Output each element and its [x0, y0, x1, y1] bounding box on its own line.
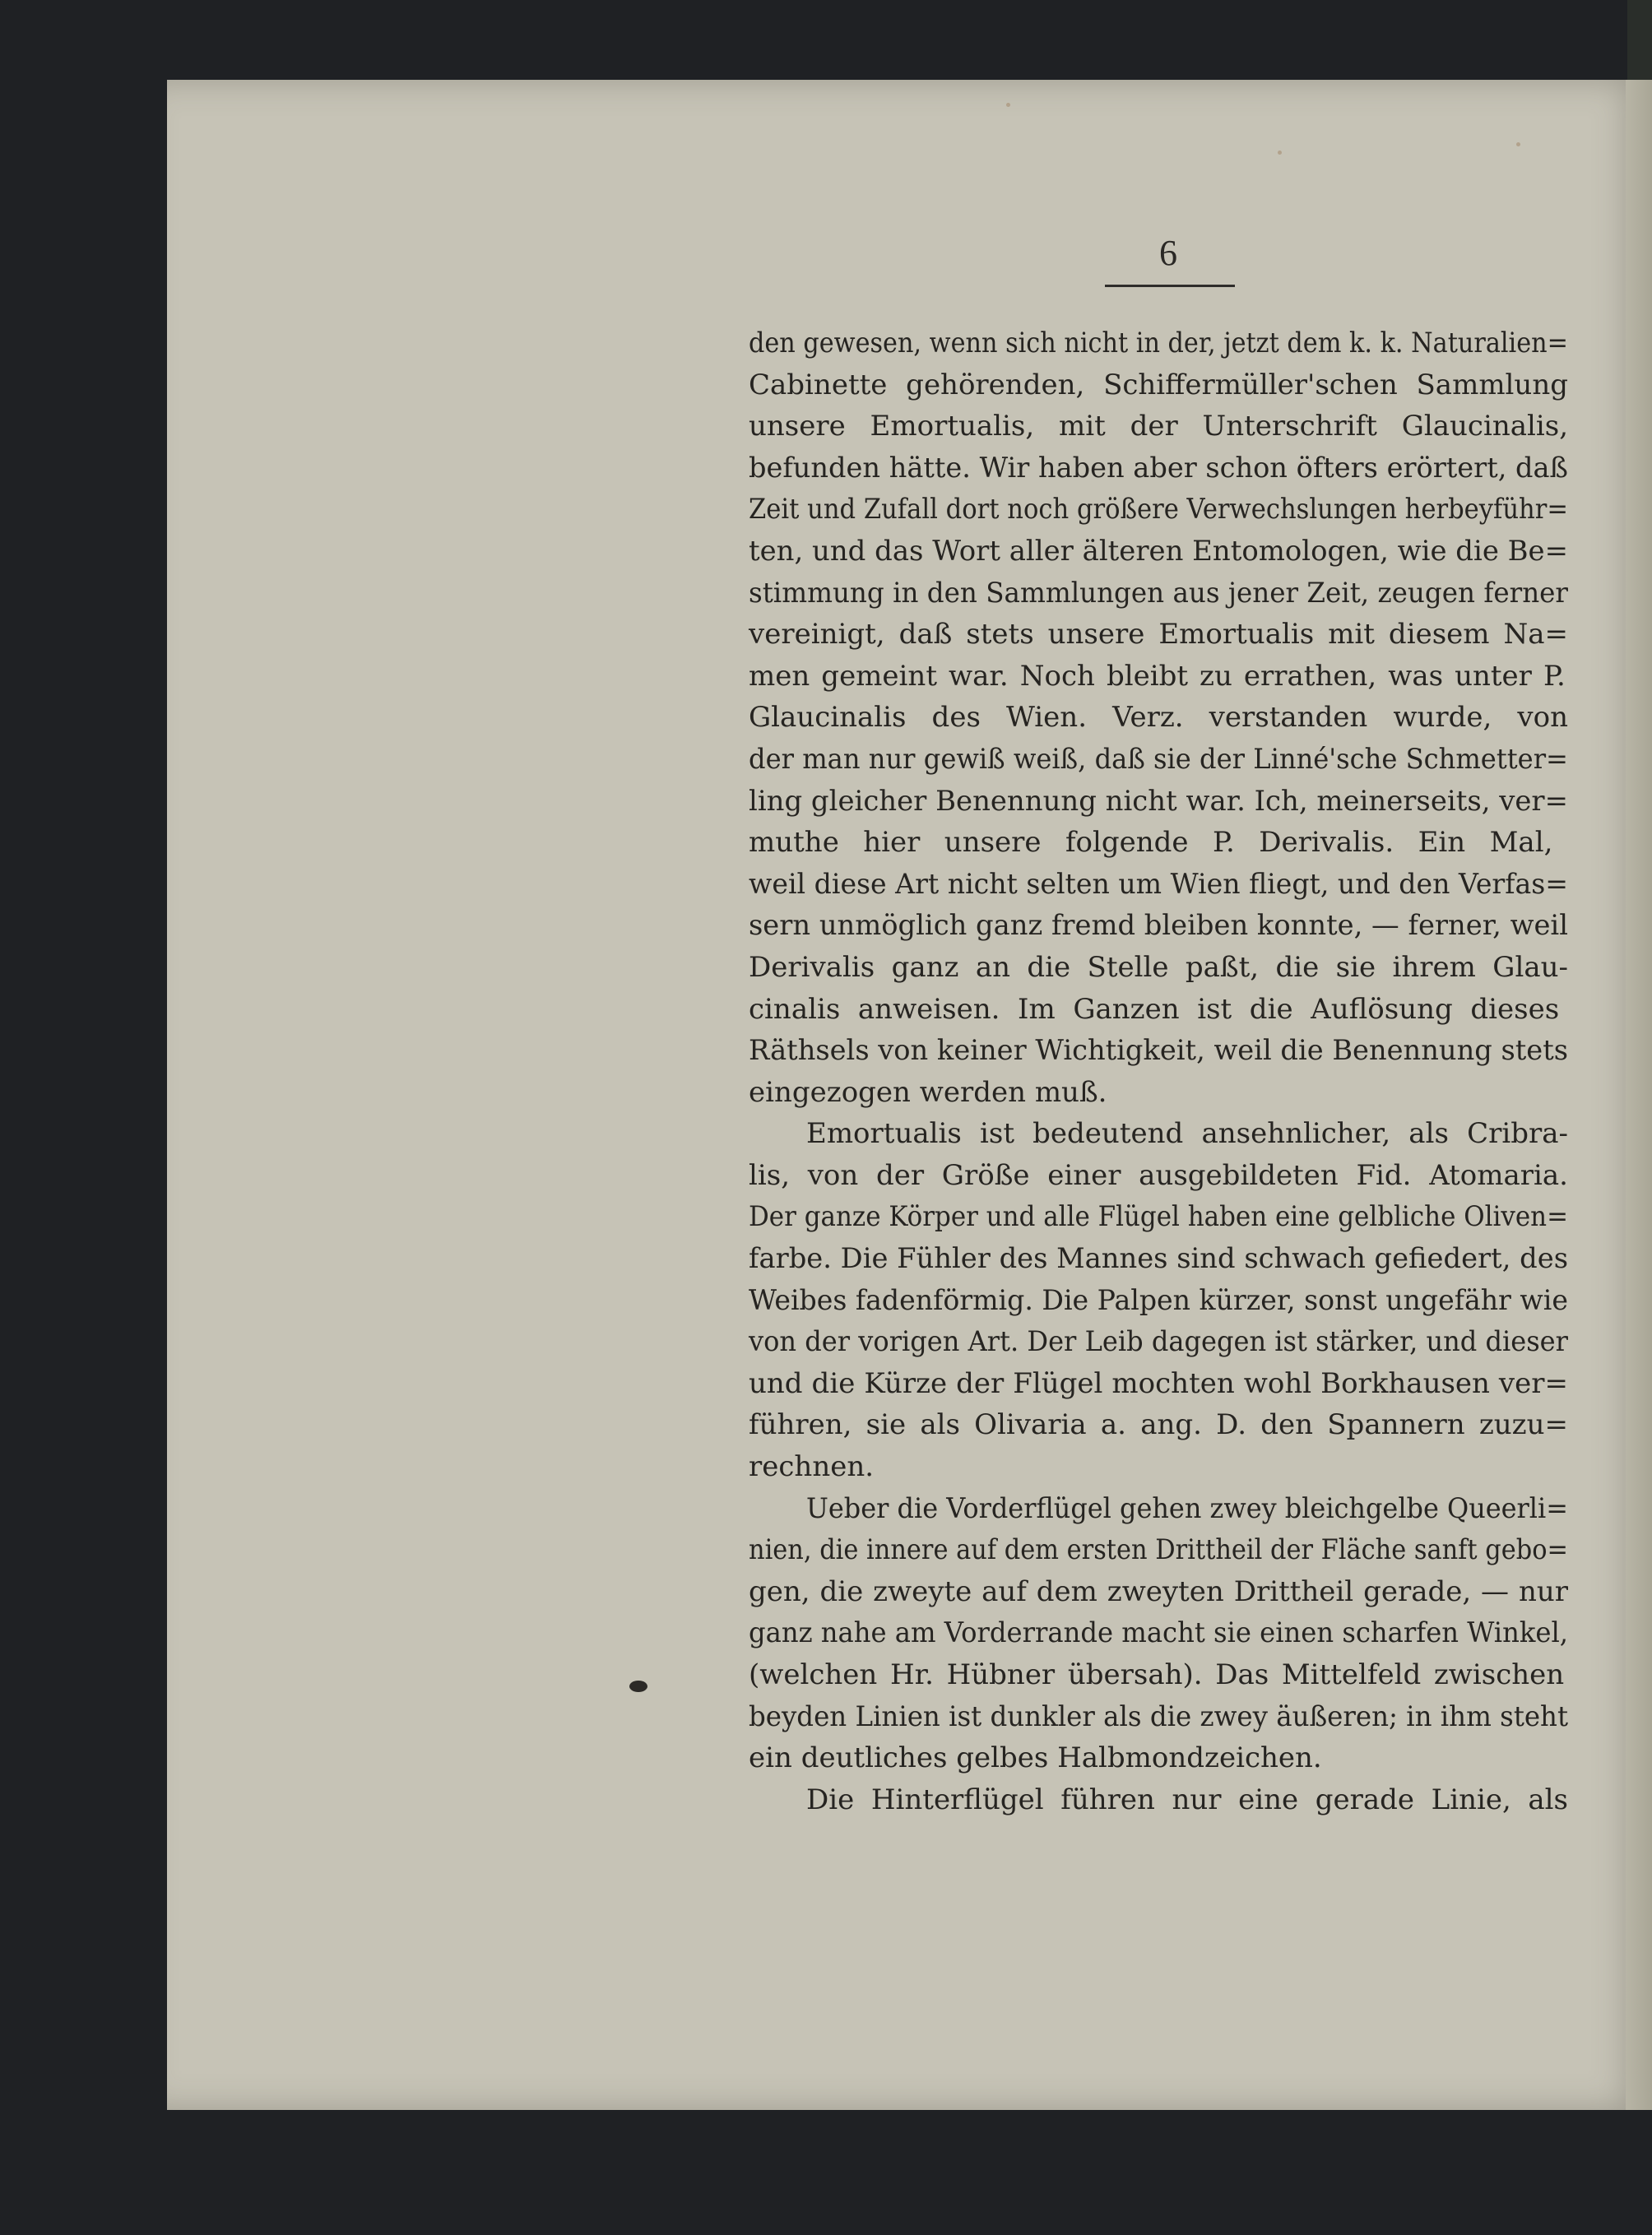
text-line — [749, 656, 1568, 698]
text-line-content: der man nur gewiß weiß, daß sie der Linné'sche Schmetter= — [749, 742, 1568, 776]
text-line — [749, 947, 1568, 989]
text-line-content: Emortualis ist bedeutend ansehnlicher, als Cribra- — [806, 1117, 1568, 1151]
text-line — [749, 1404, 1568, 1446]
text-line — [749, 1446, 1568, 1488]
text-line-content: gen, die zweyte auf dem zweyten Drittheil gerade, — nur — [749, 1574, 1568, 1608]
page-gutter-shadow — [1626, 80, 1652, 2110]
text-line-content: Derivalis ganz an die Stelle paßt, die sie ihrem Glau- — [749, 950, 1568, 984]
text-line-content: rechnen. — [749, 1450, 875, 1484]
paper-speck — [1516, 142, 1520, 146]
text-line — [749, 1238, 1568, 1280]
text-line-content: sern unmöglich ganz fremd bleiben konnte, — ferner, weil — [749, 909, 1568, 943]
body-text — [749, 322, 1568, 1820]
text-line — [749, 489, 1568, 531]
text-line-content: ganz nahe am Vorderrande macht sie einen scharfen Winkel, — [749, 1616, 1568, 1650]
text-line — [749, 1155, 1568, 1197]
paper-speck — [1006, 103, 1010, 107]
text-line-content: eingezogen werden muß. — [749, 1075, 1107, 1109]
text-line — [749, 781, 1568, 823]
page-number-rule — [1105, 285, 1235, 287]
text-line — [749, 1737, 1568, 1779]
text-line — [749, 1779, 1568, 1821]
text-line-content: beyden Linien ist dunkler als die zwey äußeren; in ihm steht — [749, 1699, 1568, 1733]
text-line — [749, 322, 1568, 364]
text-line-content: und die Kürze der Flügel mochten wohl Borkhausen ver= — [749, 1366, 1568, 1400]
text-line-content: muthe hier unsere folgende P. Derivalis. Ein Mal, — [749, 826, 1553, 860]
text-line — [749, 573, 1568, 614]
text-line-content: ling gleicher Benennung nicht war. Ich, meinerseits, ver= — [749, 784, 1568, 818]
text-line-content: Der ganze Körper und alle Flügel haben eine gelbliche Oliven= — [749, 1200, 1568, 1234]
text-line — [749, 1113, 1568, 1155]
text-line — [749, 1488, 1568, 1530]
text-line — [749, 1280, 1568, 1322]
text-line-content: vereinigt, daß stets unsere Emortualis mit diesem Na= — [749, 618, 1568, 651]
text-line — [749, 697, 1568, 739]
text-line-content: den gewesen, wenn sich nicht in der, jetzt dem k. k. Naturalien= — [749, 327, 1568, 359]
text-line-content: von der vorigen Art. Der Leib dagegen ist stärker, und dieser — [749, 1325, 1568, 1359]
text-line-content: ein deutliches gelbes Halbmondzeichen. — [749, 1741, 1322, 1775]
text-line-content: farbe. Die Fühler des Mannes sind schwach gefiedert, des — [749, 1242, 1568, 1276]
text-line — [749, 1654, 1568, 1696]
text-line-content: Glaucinalis des Wien. Verz. verstanden wurde, von — [749, 701, 1568, 735]
text-line — [749, 531, 1568, 573]
ink-blot — [629, 1681, 647, 1692]
text-line — [749, 1696, 1568, 1738]
text-line-content: (welchen Hr. Hübner übersah). Das Mittelfeld zwischen — [749, 1658, 1565, 1691]
paper-speck — [1278, 151, 1282, 155]
text-line-content: nien, die innere auf dem ersten Drittheil der Fläche sanft gebo= — [749, 1533, 1568, 1567]
text-line — [749, 406, 1568, 447]
text-line-content: stimmung in den Sammlungen aus jener Zeit, zeugen ferner — [749, 576, 1568, 610]
text-line-content: lis, von der Größe einer ausgebildeten Fid. Atomaria. — [749, 1158, 1568, 1192]
text-line-content: Cabinette gehörenden, Schiffermüller'schen Sammlung — [749, 368, 1568, 401]
text-line — [749, 989, 1568, 1031]
text-line-content: men gemeint war. Noch bleibt zu errathen, was unter P. — [749, 659, 1566, 693]
text-line-content: cinalis anweisen. Im Ganzen ist die Auflösung dieses — [749, 992, 1560, 1026]
text-line-content: befunden hätte. Wir haben aber schon öfters erörtert, daß — [749, 451, 1568, 485]
text-line — [749, 1529, 1568, 1571]
text-line — [749, 1196, 1568, 1238]
text-line — [749, 1072, 1568, 1114]
text-line — [749, 905, 1568, 947]
text-line — [749, 1571, 1568, 1613]
text-line-content: Ueber die Vorderflügel gehen zwey bleichgelbe Queerli= — [806, 1491, 1568, 1525]
text-line — [749, 364, 1568, 406]
text-line — [749, 1030, 1568, 1072]
text-line — [749, 1321, 1568, 1363]
text-line-content: Zeit und Zufall dort noch größere Verwechslungen herbeyführ= — [749, 493, 1568, 526]
text-line-content: Die Hinterflügel führen nur eine gerade Linie, als — [806, 1783, 1568, 1816]
text-line-content: führen, sie als Olivaria a. ang. D. den Spannern zuzu= — [749, 1408, 1568, 1442]
page-number: 6 — [1159, 233, 1177, 273]
text-line — [749, 614, 1568, 656]
text-line — [749, 822, 1568, 864]
scanner-bed-edge — [1627, 0, 1652, 80]
text-line — [749, 1612, 1568, 1654]
text-line — [749, 1363, 1568, 1405]
text-line — [749, 739, 1568, 781]
text-line-content: ten, und das Wort aller älteren Entomologen, wie die Be= — [749, 534, 1568, 568]
text-line-content: Räthsels von keiner Wichtigkeit, weil die Benennung stets — [749, 1034, 1568, 1068]
text-line — [749, 447, 1568, 489]
text-line — [749, 864, 1568, 906]
text-line-content: weil diese Art nicht selten um Wien fliegt, und den Verfas= — [749, 867, 1568, 901]
text-line-content: unsere Emortualis, mit der Unterschrift Glaucinalis, — [749, 410, 1568, 443]
text-line-content: Weibes fadenförmig. Die Palpen kürzer, sonst ungefähr wie — [749, 1283, 1568, 1317]
